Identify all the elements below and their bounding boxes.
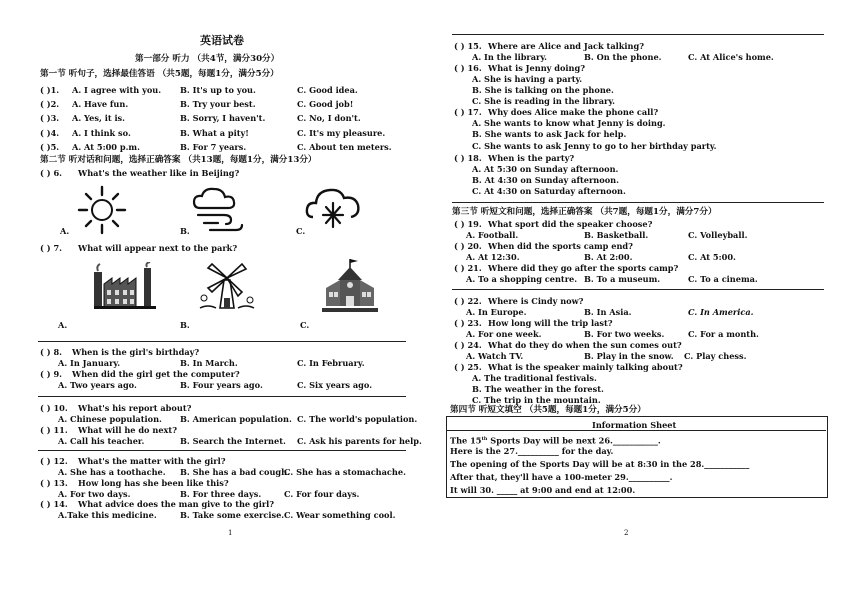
q17-option-c: C. She wants to ask Jenny to go to her birthday party.: [472, 141, 717, 151]
q8-option-c: C. In February.: [297, 358, 365, 368]
section1-heading: 第一节 听句子，选择最佳答语 （共5题，每题1分，满分5分）: [40, 69, 279, 79]
snow-cloud-icon: [305, 183, 363, 229]
q11-option-a: A. Call his teacher.: [58, 436, 145, 446]
q6-option-a: A.: [60, 226, 70, 236]
page-number: 1: [228, 529, 233, 537]
q23-option-b: B. For two weeks.: [584, 329, 665, 339]
q22-option-c: C. In America.: [688, 307, 754, 317]
q5-number: ( )5.: [40, 142, 60, 152]
info-line-3: The opening of the Sports Day will be at 8:30 in the 28.___________: [450, 459, 750, 469]
q13-number: ( ) 13.: [40, 478, 68, 488]
q8-number: ( ) 8.: [40, 347, 62, 357]
q16-question: What is Jenny doing?: [488, 63, 586, 73]
q17-option-a: A. She wants to know what Jenny is doing.: [472, 118, 666, 128]
part1-heading: 第一部分 听力 （共4节，满分30分）: [135, 54, 280, 64]
q13-option-b: B. For three days.: [180, 489, 262, 499]
page-title: 英语试卷: [200, 34, 244, 47]
divider: [452, 202, 824, 203]
q10-option-b: B. American population.: [180, 414, 292, 424]
q14-question: What advice does the man give to the girl?: [78, 499, 275, 509]
q22-question: Where is Cindy now?: [488, 296, 584, 306]
info-line-1-start: The 15: [450, 435, 482, 446]
q23-option-c: C. For a month.: [688, 329, 759, 339]
q3-option-a: A. Yes, it is.: [72, 113, 126, 123]
q11-number: ( ) 11.: [40, 425, 68, 435]
q12-option-a: A. She has a toothache.: [58, 467, 166, 477]
q15-option-b: B. On the phone.: [584, 52, 662, 62]
q10-option-c: C. The world's population.: [297, 414, 418, 424]
q24-number: ( ) 24.: [454, 340, 482, 350]
info-line-1-sup: th: [481, 436, 488, 442]
q6-question: What's the weather like in Beijing?: [78, 168, 240, 178]
q16-option-a: A. She is having a party.: [472, 74, 583, 84]
q25-option-c: C. The trip in the mountain.: [472, 395, 601, 405]
info-line-4: After that, they'll have a 100-meter 29.__________.: [450, 472, 673, 482]
q14-option-b: B. Take some exercise.: [180, 510, 285, 520]
q9-number: ( ) 9.: [40, 369, 62, 379]
q6-option-b: B.: [180, 226, 190, 236]
information-sheet-rule: [447, 430, 826, 431]
q12-option-c: C. She has a stomachache.: [284, 467, 406, 477]
q25-question: What is the speaker mainly talking about?: [488, 362, 683, 372]
q2-option-b: B. Try your best.: [180, 99, 256, 109]
q12-option-b: B. She has a bad cough.: [180, 467, 290, 477]
q15-question: Where are Alice and Jack talking?: [488, 41, 645, 51]
q21-option-b: B. To a museum.: [584, 274, 661, 284]
q14-option-a: A.Take this medicine.: [58, 510, 157, 520]
q25-option-b: B. The weather in the forest.: [472, 384, 604, 394]
q14-number: ( ) 14.: [40, 499, 68, 509]
q23-option-a: A. For one week.: [466, 329, 542, 339]
q17-number: ( ) 17.: [454, 107, 482, 117]
q5-option-b: B. For 7 years.: [180, 142, 247, 152]
q13-option-a: A. For two days.: [58, 489, 131, 499]
q9-question: When did the girl get the computer?: [72, 369, 240, 379]
q19-question: What sport did the speaker choose?: [488, 219, 653, 229]
page-number: 2: [624, 529, 629, 537]
q15-number: ( ) 15.: [454, 41, 482, 51]
q3-number: ( )3.: [40, 113, 60, 123]
q8-option-a: A. In January.: [58, 358, 121, 368]
q19-option-b: B. Basketball.: [584, 230, 649, 240]
q15-option-c: C. At Alice's home.: [688, 52, 774, 62]
q19-option-c: C. Volleyball.: [688, 230, 748, 240]
q2-number: ( )2.: [40, 99, 60, 109]
q22-option-a: A. In Europe.: [466, 307, 527, 317]
q9-option-c: C. Six years ago.: [297, 380, 373, 390]
wind-cloud-icon: [190, 186, 246, 232]
q17-question: Why does Alice make the phone call?: [488, 107, 659, 117]
q16-number: ( ) 16.: [454, 63, 482, 73]
q12-number: ( ) 12.: [40, 456, 68, 466]
section3-heading: 第三节 听短文和问题，选择正确答案 （共7题，每题1分，满分7分）: [452, 207, 717, 217]
q2-option-a: A. Have fun.: [72, 99, 129, 109]
q13-question: How long has she been like this?: [78, 478, 229, 488]
q10-question: What's his report about?: [78, 403, 192, 413]
school-icon: [322, 258, 378, 314]
q20-question: When did the sports camp end?: [488, 241, 633, 251]
q18-option-a: A. At 5:30 on Sunday afternoon.: [472, 164, 619, 174]
divider: [452, 289, 824, 290]
q10-option-a: A. Chinese population.: [58, 414, 162, 424]
q24-option-a: A. Watch TV.: [466, 351, 524, 361]
q20-option-a: A. At 12:30.: [466, 252, 520, 262]
q11-question: What will he do next?: [78, 425, 177, 435]
q22-number: ( ) 22.: [454, 296, 482, 306]
q23-question: How long will the trip last?: [488, 318, 613, 328]
q8-question: When is the girl's birthday?: [72, 347, 200, 357]
q3-option-c: C. No, I don't.: [297, 113, 361, 123]
section2-heading: 第二节 听对话和问题，选择正确答案 （共13题，每题1分，满分13分）: [40, 155, 317, 165]
q9-option-b: B. Four years ago.: [180, 380, 263, 390]
q21-option-a: A. To a shopping centre.: [466, 274, 578, 284]
q18-option-c: C. At 4:30 on Saturday afternoon.: [472, 186, 626, 196]
q22-option-b: B. In Asia.: [584, 307, 632, 317]
q4-option-a: A. I think so.: [72, 128, 131, 138]
q9-option-a: A. Two years ago.: [58, 380, 137, 390]
q17-option-b: B. She wants to ask Jack for help.: [472, 129, 627, 139]
factory-icon: [90, 262, 160, 310]
q20-option-c: C. At 5:00.: [688, 252, 736, 262]
q15-option-a: A. In the library.: [472, 52, 548, 62]
windmill-icon: [198, 260, 256, 312]
q7-option-c: C.: [300, 320, 310, 330]
q1-option-c: C. Good idea.: [297, 85, 358, 95]
q18-option-b: B. At 4:30 on Sunday afternoon.: [472, 175, 619, 185]
q5-option-a: A. At 5:00 p.m.: [72, 142, 140, 152]
q25-option-a: A. The traditional festivals.: [472, 373, 597, 383]
q1-option-a: A. I agree with you.: [72, 85, 162, 95]
divider: [38, 341, 406, 342]
section4-heading: 第四节 听短文填空 （共5题，每题1分，满分5分）: [450, 405, 646, 415]
q21-number: ( ) 21.: [454, 263, 482, 273]
q19-number: ( ) 19.: [454, 219, 482, 229]
q24-question: What do they do when the sun comes out?: [488, 340, 682, 350]
q20-number: ( ) 20.: [454, 241, 482, 251]
q10-number: ( ) 10.: [40, 403, 68, 413]
q6-number: ( ) 6.: [40, 168, 62, 178]
q19-option-a: A. Football.: [466, 230, 519, 240]
info-line-1: [450, 434, 661, 446]
q21-question: Where did they go after the sports camp?: [488, 263, 679, 273]
q18-question: When is the party?: [488, 153, 575, 163]
q3-option-b: B. Sorry, I haven't.: [180, 113, 266, 123]
info-line-2: Here is the 27.__________ for the day.: [450, 446, 614, 456]
info-line-5: It will 30. _____ at 9:00 and end at 12:00.: [450, 485, 636, 495]
q11-option-b: B. Search the Internet.: [180, 436, 286, 446]
q23-number: ( ) 23.: [454, 318, 482, 328]
q7-number: ( ) 7.: [40, 243, 62, 253]
q5-option-c: C. About ten meters.: [297, 142, 392, 152]
q7-option-b: B.: [180, 320, 190, 330]
q25-number: ( ) 25.: [454, 362, 482, 372]
divider: [452, 34, 824, 35]
sun-icon: [76, 184, 128, 236]
q2-option-c: C. Good job!: [297, 99, 354, 109]
q20-option-b: B. At 2:00.: [584, 252, 633, 262]
q12-question: What's the matter with the girl?: [78, 456, 226, 466]
q16-option-b: B. She is talking on the phone.: [472, 85, 614, 95]
q16-option-c: C. She is reading in the library.: [472, 96, 616, 106]
q7-question: What will appear next to the park?: [78, 243, 238, 253]
info-line-1-end: Sports Day will be next 26.___________.: [487, 435, 661, 446]
q18-number: ( ) 18.: [454, 153, 482, 163]
divider: [38, 450, 406, 451]
q4-number: ( )4.: [40, 128, 60, 138]
q24-option-c: C. Play chess.: [684, 351, 747, 361]
q8-option-b: B. In March.: [180, 358, 238, 368]
information-sheet-title: Information Sheet: [592, 420, 677, 430]
q11-option-c: C. Ask his parents for help.: [297, 436, 422, 446]
q1-option-b: B. It's up to you.: [180, 85, 256, 95]
divider: [38, 396, 406, 397]
q24-option-b: B. Play in the snow.: [584, 351, 674, 361]
q4-option-c: C. It's my pleasure.: [297, 128, 386, 138]
q14-option-c: C. Wear something cool.: [284, 510, 396, 520]
q1-number: ( )1.: [40, 85, 60, 95]
q13-option-c: C. For four days.: [284, 489, 360, 499]
q6-option-c: C.: [296, 226, 306, 236]
q21-option-c: C. To a cinema.: [688, 274, 758, 284]
q4-option-b: B. What a pity!: [180, 128, 249, 138]
q7-option-a: A.: [58, 320, 68, 330]
